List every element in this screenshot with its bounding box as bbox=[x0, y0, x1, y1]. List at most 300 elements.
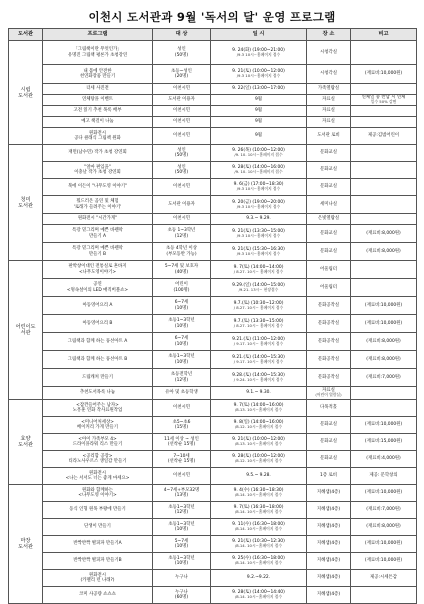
target-cell bbox=[153, 387, 211, 400]
program-cell bbox=[43, 587, 153, 604]
target-cell bbox=[153, 553, 211, 570]
program-cell bbox=[43, 279, 153, 297]
table-row bbox=[9, 65, 417, 84]
place-cell-line: 자료실 bbox=[322, 108, 335, 114]
table-row bbox=[9, 468, 417, 485]
program-cell bbox=[43, 95, 153, 106]
table-row bbox=[9, 225, 417, 243]
table-row bbox=[9, 145, 417, 162]
target-cell bbox=[153, 485, 211, 502]
target-cell-line: 도서관 이용자 bbox=[168, 201, 195, 207]
datetime-cell-line: 9.2.~9.22. bbox=[246, 575, 271, 581]
target-cell bbox=[153, 400, 211, 417]
program-cell-line: 연체탕플 이벤트 bbox=[81, 97, 114, 103]
target-cell-line: 이천시민 bbox=[173, 405, 190, 411]
table-row bbox=[9, 128, 417, 145]
place-cell-line: 문화교실 bbox=[320, 422, 337, 428]
target-cell bbox=[153, 536, 211, 553]
target-cell-line: (부모동반 가능) bbox=[166, 251, 197, 257]
datetime-cell-line: /9.3 10시~홈페이지 접수 bbox=[236, 51, 281, 57]
place-cell-line: 어울림터 bbox=[320, 284, 337, 290]
target-cell-line: 어린이 bbox=[175, 282, 188, 288]
note-cell-line: 연체일 중 반납 시 연체 bbox=[361, 95, 406, 101]
program-cell-line: 천연화장품 만들기 bbox=[79, 74, 116, 79]
datetime-cell-line: 9.21.(토) (11:00~12:00) bbox=[232, 336, 285, 342]
note-cell-line: (재료비:10,000원) bbox=[364, 541, 403, 547]
target-cell-line: 초등 1~3학년 bbox=[167, 228, 196, 234]
datetime-cell-line: /9.3 10시~홈페이지 접수 bbox=[236, 250, 281, 256]
datetime-cell bbox=[211, 417, 307, 434]
program-cell bbox=[43, 502, 153, 519]
place-cell bbox=[307, 95, 351, 106]
datetime-cell-line: 9. 21(토) (10:30~12:30) bbox=[232, 539, 285, 545]
table-row bbox=[9, 179, 417, 196]
table-row bbox=[9, 387, 417, 400]
note-cell bbox=[351, 369, 417, 387]
program-cell-line: "얼마 편입을" bbox=[84, 164, 111, 170]
datetime-cell-line: 9. 4(수) (16:30~18:30) bbox=[233, 488, 284, 494]
note-cell bbox=[351, 84, 417, 95]
library-cell bbox=[9, 41, 43, 145]
table-body bbox=[9, 41, 417, 604]
target-cell bbox=[153, 243, 211, 261]
datetime-cell-line: 9.29.(일) (14:00~15:00) bbox=[232, 282, 285, 288]
datetime-cell-line: 9월 bbox=[254, 133, 263, 139]
datetime-cell-line: / 8.27. 10시~ 홈페이지 접수 bbox=[233, 322, 284, 328]
program-cell bbox=[43, 162, 153, 179]
target-cell-line: 성인 bbox=[177, 47, 186, 53]
place-cell-line: 문화교실 bbox=[320, 439, 337, 445]
target-cell-line: 6~7세 bbox=[174, 300, 189, 306]
place-cell bbox=[307, 128, 351, 145]
target-cell-line: 성인 bbox=[177, 147, 186, 153]
datetime-cell bbox=[211, 351, 307, 369]
note-cell-line: (재료비:7,000원) bbox=[366, 374, 401, 380]
program-cell bbox=[43, 243, 153, 261]
program-cell bbox=[43, 351, 153, 369]
note-cell-line: (재료비:8,000원) bbox=[366, 230, 401, 236]
program-cell-line: (카멜리 런 나래?) bbox=[80, 578, 115, 583]
target-cell-line: 초등1~3학년 bbox=[168, 504, 195, 510]
datetime-cell bbox=[211, 261, 307, 279]
place-cell-line: 자료실 bbox=[322, 97, 335, 103]
note-cell bbox=[351, 351, 417, 369]
place-cell bbox=[307, 351, 351, 369]
note-cell bbox=[351, 485, 417, 502]
datetime-cell bbox=[211, 570, 307, 587]
target-cell-line: 이천시민 bbox=[173, 133, 190, 139]
datetime-cell-line: 9월 bbox=[254, 119, 263, 125]
target-cell bbox=[153, 519, 211, 536]
table-row bbox=[9, 95, 417, 106]
place-cell-line: 문화공작실 bbox=[317, 338, 340, 344]
note-cell bbox=[351, 41, 417, 65]
datetime-cell bbox=[211, 162, 307, 179]
program-cell-line: 북에 이든이 "나무도영 이야기" bbox=[67, 184, 128, 190]
datetime-cell-line: /8.12. 10시~홈페이지 접수 bbox=[234, 424, 283, 430]
program-cell-line: 추천도서목록 나눔 bbox=[79, 390, 116, 396]
target-cell-line: 이천시민 bbox=[173, 473, 190, 479]
program-cell-line: 공다 클래식 그림책 원화 bbox=[74, 136, 121, 141]
note-cell bbox=[351, 297, 417, 315]
library-cell-line: 청미 bbox=[20, 196, 31, 203]
target-cell-line: (100명) bbox=[173, 287, 190, 293]
target-cell-line: 11세 이상 ~ 성인 bbox=[164, 436, 199, 442]
program-cell bbox=[43, 387, 153, 400]
note-cell-line: (재료비:8,000원) bbox=[366, 338, 401, 344]
program-cell bbox=[43, 333, 153, 351]
note-cell-line: (재료비:15,000원) bbox=[364, 439, 403, 445]
program-cell bbox=[43, 417, 153, 434]
target-cell-line: 이천시민 bbox=[173, 119, 190, 125]
program-cell-line: 반짝반짝 별피파 만들기B bbox=[73, 558, 122, 564]
library-cell bbox=[9, 145, 43, 261]
target-cell-line: 이천시민 bbox=[173, 216, 190, 222]
target-cell-line: 이천시민 bbox=[173, 86, 190, 92]
target-cell-line: 5~7세 bbox=[174, 538, 189, 544]
program-cell-line: 예고 책걸이 나눔 bbox=[81, 119, 114, 125]
datetime-cell-line: 9. 25(수) (16:30~18:00) bbox=[232, 556, 285, 562]
target-cell bbox=[153, 41, 211, 65]
place-cell-line: 지혜샘(4층) bbox=[316, 507, 341, 513]
table-row bbox=[9, 502, 417, 519]
datetime-cell-line: 9. 28(토) (10:00~12:00) bbox=[232, 454, 285, 460]
target-cell bbox=[153, 196, 211, 214]
place-cell-line: 문화공작실 bbox=[317, 356, 340, 362]
program-cell bbox=[43, 468, 153, 485]
target-cell-line: 7~10세 bbox=[173, 453, 190, 459]
datetime-cell-line: /8.14. 10시~홈페이지 접수 bbox=[234, 594, 283, 600]
target-cell bbox=[153, 106, 211, 117]
target-cell-line: (10명) bbox=[174, 305, 189, 311]
datetime-cell-line: 9.7.(토) (13:30~15:00) bbox=[233, 318, 284, 324]
target-cell bbox=[153, 179, 211, 196]
datetime-cell-line: 9. 21(토) (13:30~15:00) bbox=[232, 228, 285, 234]
note-cell-line: (재료비:8,000원) bbox=[366, 524, 401, 530]
table-row bbox=[9, 434, 417, 451]
datetime-cell-line: /9.3 10시~홈페이지 접수 bbox=[236, 232, 281, 238]
program-cell bbox=[43, 570, 153, 587]
place-cell-line: 1층 로비 bbox=[320, 473, 337, 479]
target-cell-line: (40명) bbox=[174, 269, 189, 275]
program-cell-line: <잠깐들어주는 남자> bbox=[76, 402, 119, 408]
datetime-cell bbox=[211, 95, 307, 106]
program-cell-line: 만들기 A bbox=[88, 233, 107, 239]
program-cell bbox=[43, 145, 153, 162]
place-cell-line: 문화교실 bbox=[320, 456, 337, 462]
target-cell-line: (50명) bbox=[174, 153, 189, 158]
program-cell-line: <나무도영이야기> bbox=[78, 269, 117, 275]
place-cell-line: 은빛열람실 bbox=[317, 216, 340, 222]
program-cell-line: 원화전시 "시간가게" bbox=[77, 216, 118, 222]
place-cell-line: 문화공작실 bbox=[317, 374, 340, 380]
table-row bbox=[9, 587, 417, 604]
datetime-cell-line: 9.21.(토) (14:00~15:30) bbox=[232, 354, 285, 360]
target-cell-line: (10명) bbox=[174, 561, 189, 566]
program-cell-line: 원화와 함께하는 bbox=[81, 487, 114, 493]
place-cell-line: 문화교실 bbox=[320, 248, 337, 254]
place-cell-line: 지혜샘(4층) bbox=[316, 490, 341, 496]
program-cell-line: 그림책과 함께 하는 풍선아트 A bbox=[67, 338, 128, 344]
library-cell bbox=[9, 485, 43, 604]
note-cell bbox=[351, 570, 417, 587]
datetime-cell bbox=[211, 225, 307, 243]
program-cell bbox=[43, 41, 153, 65]
datetime-cell-line: 9. 21(토) (10:00~12:00) bbox=[232, 437, 285, 443]
datetime-cell-line: / 9.17. 10시~ 홈페이지 접수 bbox=[233, 358, 284, 364]
place-cell-line: 지혜샘(4층) bbox=[316, 558, 341, 564]
program-cell-line: <나는 서서도 너는 좋게 마세요> bbox=[65, 476, 130, 481]
target-cell-line: (50명) bbox=[174, 52, 189, 58]
program-cell-line: <멍속설이의 LED 매직버블쇼> bbox=[66, 287, 129, 293]
note-cell bbox=[351, 179, 417, 196]
datetime-cell-line: / 9.17. 10시~ 홈페이지 접수 bbox=[233, 340, 284, 346]
target-cell bbox=[153, 587, 211, 604]
place-cell bbox=[307, 519, 351, 536]
program-cell-line: 코미 사공량 쇼쇼쇼 bbox=[79, 592, 116, 598]
program-cell bbox=[43, 400, 153, 417]
program-cell-line: <공리함 공장> bbox=[82, 453, 113, 459]
target-cell bbox=[153, 214, 211, 225]
target-cell-line: 5~7세 및 보호자 bbox=[164, 264, 199, 270]
place-cell bbox=[307, 297, 351, 315]
target-cell bbox=[153, 145, 211, 162]
place-cell bbox=[307, 434, 351, 451]
place-cell bbox=[307, 196, 351, 214]
table-row bbox=[9, 570, 417, 587]
place-cell-line: 자료실 bbox=[322, 388, 335, 394]
datetime-cell bbox=[211, 297, 307, 315]
datetime-cell-line: / 9.24. 10시~ 홈페이지 접수 bbox=[233, 376, 284, 382]
datetime-cell-line: 9. 24(화) (19:00~21:00) bbox=[232, 47, 285, 53]
datetime-cell-line: 9월 bbox=[254, 97, 263, 103]
datetime-cell-line: /8.12. 10시~홈페이지 접수 bbox=[234, 458, 283, 464]
library-cell-line: 도서관 bbox=[17, 202, 34, 209]
place-cell bbox=[307, 502, 351, 519]
target-cell-line: 누구나 bbox=[175, 575, 188, 581]
datetime-cell bbox=[211, 65, 307, 84]
place-cell bbox=[307, 333, 351, 351]
target-cell bbox=[153, 315, 211, 333]
datetime-cell bbox=[211, 553, 307, 570]
note-cell bbox=[351, 333, 417, 351]
program-cell-line: 원화전시 bbox=[89, 130, 106, 136]
place-cell-line: 지혜샘(4층) bbox=[316, 541, 341, 547]
datetime-cell-line: 9. 7(토) (16:30~18:00) bbox=[233, 505, 284, 511]
target-cell-line: (10명) bbox=[174, 341, 189, 347]
datetime-cell bbox=[211, 468, 307, 485]
program-cell bbox=[43, 369, 153, 387]
note-cell bbox=[351, 117, 417, 128]
table-row bbox=[9, 369, 417, 387]
datetime-cell bbox=[211, 243, 307, 261]
note-cell bbox=[351, 451, 417, 468]
datetime-cell bbox=[211, 502, 307, 519]
datetime-cell-line: / 8.27. 10시~ 홈페이지 접수 bbox=[233, 304, 284, 310]
place-cell-line: 도서관 로비 bbox=[317, 133, 340, 139]
program-cell-line: 반짝반짝 별피파 만들기A bbox=[73, 541, 122, 547]
target-cell-line: 초등1~3학년 bbox=[168, 521, 195, 527]
place-cell bbox=[307, 65, 351, 84]
note-cell-line: 일수 50% 감면 bbox=[370, 99, 397, 105]
place-cell-line: 지혜샘(4층) bbox=[316, 575, 341, 581]
datetime-cell bbox=[211, 587, 307, 604]
target-cell bbox=[153, 84, 211, 95]
datetime-cell bbox=[211, 519, 307, 536]
table-row bbox=[9, 519, 417, 536]
place-cell bbox=[307, 261, 351, 279]
target-cell-line: 초등 4학년 이상 bbox=[165, 246, 198, 252]
program-cell-line: 내 몸에 안전한 bbox=[83, 68, 112, 74]
note-cell bbox=[351, 106, 417, 117]
target-cell-line: (20명) bbox=[174, 74, 189, 79]
program-cell bbox=[43, 128, 153, 145]
place-cell bbox=[307, 225, 351, 243]
place-cell bbox=[307, 145, 351, 162]
datetime-cell bbox=[211, 196, 307, 214]
program-cell-line: 특강 밑그리며 예쁜 바렌팍 bbox=[72, 228, 123, 234]
place-cell-line: 시청각실 bbox=[320, 71, 337, 77]
place-cell bbox=[307, 279, 351, 297]
datetime-cell-line: /8.14. 10시~홈페이지 접수 bbox=[234, 509, 283, 515]
program-cell bbox=[43, 65, 153, 84]
note-cell bbox=[351, 468, 417, 485]
program-cell bbox=[43, 225, 153, 243]
library-cell-line: 효양 bbox=[20, 436, 31, 442]
table-row bbox=[9, 315, 417, 333]
datetime-cell-line: 9.28.(토) (14:00~15:30) bbox=[232, 372, 285, 378]
place-cell bbox=[307, 214, 351, 225]
library-cell-line: 서관 bbox=[20, 330, 31, 336]
program-cell-line: 공연 bbox=[93, 282, 102, 288]
program-cell-line: 「그림책이란 무엇인가」 bbox=[73, 47, 122, 53]
target-cell-line: (15명) bbox=[174, 425, 189, 430]
header-target: 대 상 bbox=[153, 29, 211, 41]
note-cell bbox=[351, 502, 417, 519]
note-cell bbox=[351, 417, 417, 434]
program-cell bbox=[43, 519, 153, 536]
datetime-cell-line: 9. 22(일) (13:00~17:00) bbox=[232, 86, 285, 92]
target-cell bbox=[153, 369, 211, 387]
place-cell bbox=[307, 179, 351, 196]
datetime-cell-line: 9. 28(토) (14:00~16:00) bbox=[232, 165, 285, 171]
program-cell-line: 아동영어요리 B bbox=[82, 320, 113, 326]
program-cell bbox=[43, 117, 153, 128]
table-row bbox=[9, 162, 417, 179]
program-cell-line: 티라노사우르스 생일감 만들기 bbox=[68, 459, 127, 464]
place-cell bbox=[307, 369, 351, 387]
datetime-cell bbox=[211, 106, 307, 117]
place-cell bbox=[307, 84, 351, 95]
datetime-cell-line: 9. 21(토) (15:30~16:30) bbox=[232, 246, 285, 252]
table-row bbox=[9, 41, 417, 65]
program-cell-line: 아동영어요리 A bbox=[82, 302, 113, 308]
datetime-cell-line: 9.1.~ 9.30. bbox=[246, 390, 271, 396]
target-cell-line: (10명) bbox=[174, 359, 189, 365]
program-cell-line: 원화전시 bbox=[89, 572, 106, 578]
datetime-cell-line: 9. 7(토) (14:00~14:00) bbox=[233, 264, 284, 270]
header-note: 비고 bbox=[351, 29, 417, 41]
header-place: 장 소 bbox=[307, 29, 351, 41]
program-cell-line: 고전 읽기 추천 목록 배부 bbox=[73, 108, 122, 114]
note-cell bbox=[351, 587, 417, 604]
target-cell-line: (12명) bbox=[174, 377, 189, 383]
library-cell-line: 도서관 bbox=[17, 92, 34, 99]
program-cell bbox=[43, 485, 153, 502]
note-cell bbox=[351, 279, 417, 297]
note-cell bbox=[351, 196, 417, 214]
program-cell-line: 드림캐쳐 만들기 bbox=[81, 374, 114, 380]
datetime-cell-line: 9월 bbox=[254, 108, 263, 114]
place-cell bbox=[307, 162, 351, 179]
program-cell-line: 이충날 작가 초청 강연회 bbox=[74, 170, 121, 175]
place-cell-line: 세미나실 bbox=[320, 201, 337, 207]
program-table bbox=[8, 28, 417, 604]
header-datetime: 일 시 bbox=[211, 29, 307, 41]
target-cell-line: (12명) bbox=[174, 510, 189, 515]
note-cell-line: (재료비:7,000원) bbox=[366, 507, 401, 513]
program-cell bbox=[43, 196, 153, 214]
target-cell-line: 초등1~3학년 bbox=[168, 555, 195, 561]
note-cell-line: 제공: 문학창의 bbox=[369, 473, 398, 479]
program-cell-line: 유명진 그림책 평론가 초청강연 bbox=[67, 52, 128, 58]
datetime-cell-line: 9. 28(토) (14:00~14:40) bbox=[232, 590, 285, 596]
place-cell bbox=[307, 553, 351, 570]
target-cell-line: 초등1~3학년 bbox=[168, 318, 195, 324]
program-cell-line: 원화전시 bbox=[89, 470, 106, 476]
program-cell bbox=[43, 315, 153, 333]
program-cell bbox=[43, 84, 153, 95]
target-cell-line: (선착순 15명) bbox=[167, 459, 196, 464]
datetime-cell-line: /8.13. 10시~홈페이지 접수 bbox=[234, 441, 283, 447]
note-cell-line: (재료비:10,000원) bbox=[364, 71, 403, 77]
target-cell bbox=[153, 451, 211, 468]
target-cell-line: 초등1~3학년 bbox=[168, 354, 195, 360]
note-cell bbox=[351, 315, 417, 333]
target-cell-line: 이천시민 bbox=[173, 184, 190, 190]
place-cell-line: 지혜샘(4층) bbox=[316, 524, 341, 530]
place-cell-line: 가족열람실 bbox=[317, 86, 340, 92]
program-cell-line: 더세 사진전 bbox=[86, 86, 109, 92]
note-cell bbox=[351, 243, 417, 261]
place-cell-line: 자료실 bbox=[322, 119, 335, 125]
place-cell bbox=[307, 587, 351, 604]
datetime-cell bbox=[211, 84, 307, 95]
datetime-cell-line: /9.3 10시~홈페이지 접수 bbox=[236, 203, 281, 209]
datetime-cell bbox=[211, 400, 307, 417]
place-cell-line: 문화교실 bbox=[320, 230, 337, 236]
note-cell-line: 제공:김범어린이 bbox=[367, 133, 400, 139]
target-cell-line: (60명) bbox=[174, 595, 189, 600]
table-row bbox=[9, 536, 417, 553]
program-cell-line: 특강 밑그리며 예쁜 바렌팍 bbox=[72, 246, 123, 252]
note-cell bbox=[351, 400, 417, 417]
target-cell-line: 초등~성인 bbox=[171, 68, 192, 74]
note-cell-line: (재료비:10,000원) bbox=[364, 320, 403, 326]
target-cell-line: 초5~초6 bbox=[172, 419, 191, 425]
place-cell-line: 문화공작실 bbox=[317, 302, 340, 308]
datetime-cell-line: /9.21. 13시~ 현장접수 bbox=[238, 286, 279, 292]
target-cell bbox=[153, 261, 211, 279]
table-row bbox=[9, 261, 417, 279]
target-cell bbox=[153, 468, 211, 485]
place-cell-line: 문화교실 bbox=[320, 167, 337, 173]
table-row bbox=[9, 84, 417, 95]
library-cell bbox=[9, 400, 43, 485]
target-cell-line: 유아 및 초등학생 bbox=[165, 390, 198, 396]
place-cell bbox=[307, 570, 351, 587]
datetime-cell-line: /9.3 10시~홈페이지 접수 bbox=[236, 186, 281, 192]
